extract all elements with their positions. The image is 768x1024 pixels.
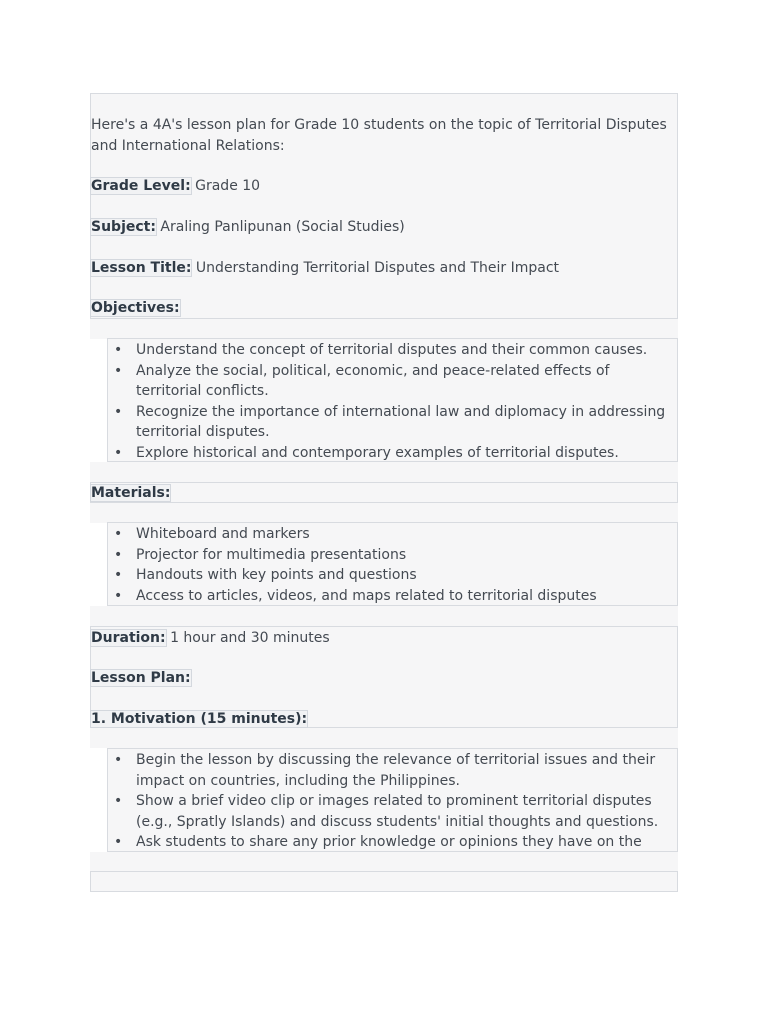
- motivation-list-box: [107, 748, 678, 852]
- subject-line: [91, 217, 677, 238]
- list-item: • Explore historical and contemporary examples of territorial disputes.: [136, 443, 677, 464]
- materials-list-box: [107, 522, 678, 606]
- list-item: • Handouts with key points and questions: [136, 565, 677, 586]
- objectives-label: Objectives:: [91, 300, 180, 316]
- section-gap: [90, 728, 678, 748]
- section-gap: [90, 852, 678, 872]
- list-item: • Begin the lesson by discussing the relevance of territorial issues and their impact on countries, including the Philippines.: [136, 750, 677, 791]
- objectives-list: [108, 339, 677, 463]
- section-gap: [90, 503, 678, 523]
- grade-level-value: Grade 10: [190, 178, 261, 194]
- section-gap: [90, 606, 678, 626]
- list-item: • Understand the concept of territorial disputes and their common causes.: [136, 340, 677, 361]
- intro-paragraph: Here's a 4A's lesson plan for Grade 10 students on the topic of Territorial Disputes and International Relations:: [91, 117, 667, 154]
- lesson-plan-heading: [91, 668, 677, 689]
- duration-label: Duration:: [91, 630, 166, 646]
- lesson-title-line: [91, 258, 677, 279]
- materials-list: [108, 523, 677, 606]
- section-gap: [90, 319, 678, 339]
- materials-label: Materials:: [91, 485, 171, 501]
- duration-value: 1 hour and 30 minutes: [165, 630, 330, 646]
- subject-value: Araling Panlipunan (Social Studies): [155, 219, 405, 235]
- materials-heading-box: [90, 482, 678, 503]
- grade-level-label: Grade Level:: [91, 178, 191, 194]
- section-gap: [90, 462, 678, 482]
- motivation-heading: [91, 709, 677, 730]
- list-item: • Ask students to share any prior knowledge or opinions they have on the: [136, 832, 677, 873]
- lesson-title-label: Lesson Title:: [91, 260, 192, 276]
- intro-section: [90, 93, 678, 319]
- grade-level-line: [91, 176, 677, 197]
- objectives-heading: [91, 298, 677, 319]
- lesson-title-value: Understanding Territorial Disputes and Their Impact: [191, 260, 560, 276]
- list-item: • Recognize the importance of international law and diplomacy in addressing territorial disputes.: [136, 402, 677, 443]
- empty-block: [90, 871, 678, 892]
- list-item: • Access to articles, videos, and maps related to territorial disputes: [136, 586, 677, 607]
- list-item: • Projector for multimedia presentations: [136, 545, 677, 566]
- materials-heading: [91, 483, 677, 504]
- list-item: • Analyze the social, political, economic, and peace-related effects of territorial conflicts.: [136, 361, 677, 402]
- duration-line: [91, 628, 677, 649]
- duration-section: [90, 626, 678, 728]
- list-item: • Show a brief video clip or images related to prominent territorial disputes (e.g., Spratly Islands) and discuss students' initial thoughts and questions.: [136, 791, 677, 832]
- motivation-label: 1. Motivation (15 minutes):: [91, 711, 308, 727]
- objectives-list-box: [107, 338, 678, 462]
- list-item: • Whiteboard and markers: [136, 524, 677, 545]
- subject-label: Subject:: [91, 219, 156, 235]
- lesson-plan-label: Lesson Plan:: [91, 670, 191, 686]
